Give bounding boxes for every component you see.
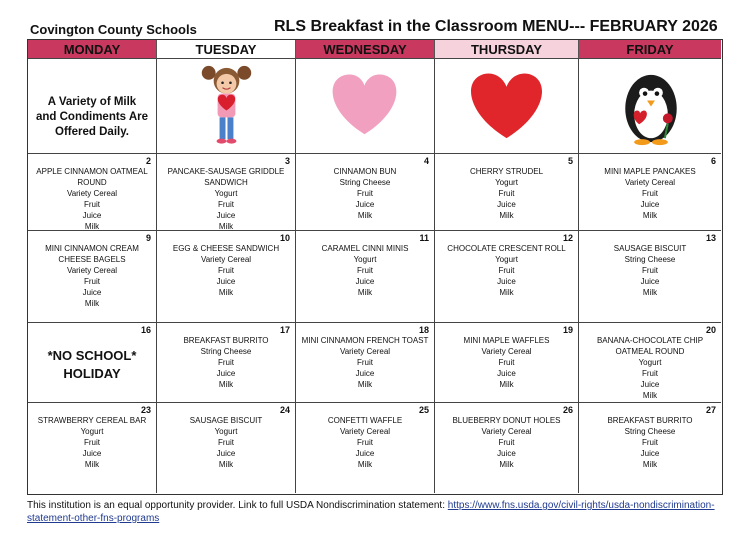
menu-items [160, 166, 292, 231]
side-item: Juice [355, 277, 375, 286]
entree: MINI CINNAMON CREAM CHEESE BAGELS [45, 244, 139, 264]
side-item: Milk [218, 288, 234, 297]
school-district-title: Covington County Schools [30, 22, 197, 37]
entree: CHERRY STRUDEL [469, 167, 544, 176]
day-header-wednesday: WEDNESDAY [296, 40, 435, 59]
entree: SAUSAGE BISCUIT [613, 244, 687, 253]
girl-with-heart-icon [157, 59, 295, 153]
side-item: Fruit [357, 189, 373, 198]
menu-items [160, 335, 292, 390]
menu-items [160, 243, 292, 298]
note-line-2: and Condiments Are [35, 111, 149, 123]
entree: MINI MAPLE WAFFLES [463, 336, 550, 345]
side-item: Fruit [84, 277, 100, 286]
menu-items [438, 243, 575, 298]
entree: BLUEBERRY DONUT HOLES [452, 416, 561, 425]
side-item: String Cheese [339, 178, 391, 187]
side-item: Fruit [642, 369, 658, 378]
side-item: Juice [497, 369, 516, 378]
no-school-label: *NO SCHOOL* [47, 348, 137, 363]
day-number: 5 [567, 156, 573, 166]
menu-day-cell [157, 403, 296, 493]
side-item: Fruit [498, 438, 515, 447]
menu-day-cell [435, 403, 579, 493]
entree: CINNAMON BUN [333, 167, 397, 176]
side-item: Juice [640, 200, 660, 209]
holiday-label: HOLIDAY [63, 366, 121, 381]
side-item: Yogurt [495, 255, 518, 264]
no-school-notice [28, 347, 156, 383]
side-item: Fruit [642, 438, 658, 447]
side-item: Juice [82, 288, 102, 297]
menu-day-cell [579, 231, 721, 323]
side-item: Milk [357, 380, 373, 389]
side-item: Yogurt [214, 427, 238, 436]
day-number: 9 [145, 233, 151, 243]
intro-note-cell [28, 59, 157, 154]
pink-heart-icon [296, 59, 434, 153]
side-item: Fruit [357, 438, 373, 447]
side-item: Fruit [498, 266, 515, 275]
day-number: 17 [279, 325, 290, 335]
day-header-friday: FRIDAY [579, 40, 721, 59]
side-item: Fruit [642, 266, 658, 275]
menu-items [438, 415, 575, 470]
menu-items [438, 166, 575, 221]
entree: EGG & CHEESE SANDWICH [172, 244, 280, 253]
menu-items [582, 166, 718, 221]
side-item: Juice [355, 200, 375, 209]
menu-day-cell [579, 323, 721, 403]
side-item: Yogurt [353, 255, 377, 264]
pink-heart-cell [296, 59, 435, 154]
day-number: 20 [705, 325, 716, 335]
side-item: Milk [84, 299, 100, 308]
side-item: Variety Cereal [66, 266, 118, 275]
menu-title: RLS Breakfast in the Classroom MENU--- FEBRUARY 2026 [274, 18, 718, 35]
side-item: Milk [357, 211, 373, 220]
menu-day-cell [435, 154, 579, 231]
milk-condiments-note [28, 95, 156, 140]
day-number: 10 [279, 233, 290, 243]
menu-items [582, 243, 718, 298]
day-header-monday: MONDAY [28, 40, 157, 59]
side-item: Fruit [84, 438, 100, 447]
menu-day-cell [157, 154, 296, 231]
side-item: Yogurt [638, 358, 662, 367]
entree: MINI CINNAMON FRENCH TOAST [301, 336, 429, 345]
day-number: 23 [140, 405, 151, 415]
day-number: 27 [705, 405, 716, 415]
entree: BREAKFAST BURRITO [183, 336, 269, 345]
side-item: Milk [218, 222, 234, 231]
entree: CHOCOLATE CRESCENT ROLL [447, 244, 566, 253]
entree: SAUSAGE BISCUIT [189, 416, 263, 425]
menu-day-cell [28, 231, 157, 323]
side-item: Yogurt [495, 178, 518, 187]
side-item: Variety Cereal [481, 427, 532, 436]
entree: MINI MAPLE PANCAKES [604, 167, 696, 176]
note-line-1: A Variety of Milk [47, 96, 137, 108]
entree: BREAKFAST BURRITO [607, 416, 693, 425]
entree: APPLE CINNAMON OATMEAL ROUND [36, 167, 148, 187]
menu-day-cell [28, 403, 157, 493]
day-number: 19 [562, 325, 573, 335]
penguin-cell [579, 59, 721, 154]
menu-items [31, 415, 153, 470]
side-item: Milk [499, 288, 514, 297]
menu-items [299, 335, 431, 390]
usda-nondiscrimination-link[interactable]: https://www.fns.usda.gov/civil-rights/usda-nondiscrimination-statement-other-fns-programs [27, 500, 715, 524]
side-item: Milk [84, 460, 100, 469]
side-item: Milk [642, 391, 658, 400]
side-item: Milk [642, 460, 658, 469]
side-item: Juice [640, 449, 660, 458]
entree: PANCAKE-SAUSAGE GRIDDLE SANDWICH [167, 167, 285, 187]
side-item: String Cheese [200, 347, 252, 356]
side-item: Juice [355, 369, 375, 378]
menu-day-cell [435, 323, 579, 403]
day-number: 6 [710, 156, 716, 166]
entree: CONFETTI WAFFLE [327, 416, 403, 425]
menu-day-cell [296, 323, 435, 403]
menu-items [299, 415, 431, 470]
menu-items [582, 335, 718, 401]
day-number: 18 [418, 325, 429, 335]
menu-day-cell [296, 154, 435, 231]
menu-items [299, 166, 431, 221]
penguin-with-rose-icon [579, 59, 721, 153]
side-item: Fruit [218, 358, 234, 367]
side-item: Juice [640, 380, 660, 389]
menu-day-cell [579, 403, 721, 493]
side-item: Juice [216, 369, 236, 378]
calendar-grid [27, 39, 723, 495]
side-item: Yogurt [214, 189, 238, 198]
day-number: 24 [279, 405, 290, 415]
menu-items [582, 415, 718, 470]
side-item: Fruit [218, 438, 234, 447]
side-item: Juice [497, 277, 516, 286]
side-item: Fruit [498, 189, 515, 198]
day-number: 3 [284, 156, 290, 166]
side-item: Juice [82, 449, 102, 458]
side-item: Milk [218, 460, 234, 469]
side-item: Fruit [642, 189, 658, 198]
side-item: Variety Cereal [66, 189, 118, 198]
side-item: Milk [357, 288, 373, 297]
side-item: Fruit [84, 200, 100, 209]
holiday-cell [28, 323, 157, 403]
girl-heart-illustration-cell [157, 59, 296, 154]
day-header-tuesday: TUESDAY [157, 40, 296, 59]
side-item: Milk [499, 211, 514, 220]
side-item: Milk [84, 222, 100, 231]
side-item: Milk [499, 380, 514, 389]
menu-items [299, 243, 431, 298]
side-item: Milk [499, 460, 514, 469]
nondiscrimination-footer [27, 499, 727, 525]
day-number: 16 [140, 325, 151, 335]
side-item: Juice [355, 449, 375, 458]
side-item: Juice [82, 211, 102, 220]
side-item: Yogurt [80, 427, 104, 436]
side-item: Juice [216, 449, 236, 458]
side-item: Variety Cereal [339, 347, 391, 356]
note-line-3: Offered Daily. [55, 126, 129, 138]
menu-day-cell [157, 231, 296, 323]
side-item: Milk [357, 460, 373, 469]
side-item: Milk [218, 380, 234, 389]
side-item: Fruit [357, 266, 373, 275]
day-number: 12 [562, 233, 573, 243]
menu-day-cell [296, 403, 435, 493]
side-item: Milk [642, 288, 658, 297]
red-heart-icon [435, 59, 578, 153]
side-item: String Cheese [624, 427, 676, 436]
day-number: 25 [418, 405, 429, 415]
day-number: 11 [419, 233, 429, 243]
day-number: 26 [562, 405, 573, 415]
side-item: Variety Cereal [339, 427, 391, 436]
equal-opportunity-statement: This institution is an equal opportunity provider. Link to full USDA Nondiscrimination statement: [27, 500, 448, 511]
side-item: Juice [497, 449, 516, 458]
side-item: Juice [216, 211, 236, 220]
entree: STRAWBERRY CEREAL BAR [37, 416, 147, 425]
menu-items [31, 243, 153, 309]
side-item: Milk [642, 211, 658, 220]
day-header-thursday: THURSDAY [435, 40, 579, 59]
side-item: Variety Cereal [624, 178, 676, 187]
side-item: Variety Cereal [481, 347, 532, 356]
day-number: 4 [423, 156, 429, 166]
side-item: Variety Cereal [200, 255, 252, 264]
side-item: Juice [640, 277, 660, 286]
menu-day-cell [579, 154, 721, 231]
side-item: Juice [216, 277, 236, 286]
menu-day-cell [157, 323, 296, 403]
side-item: Fruit [357, 358, 373, 367]
menu-items [438, 335, 575, 390]
entree: CARAMEL CINNI MINIS [321, 244, 409, 253]
day-number: 13 [705, 233, 716, 243]
side-item: Juice [497, 200, 516, 209]
red-heart-cell [435, 59, 579, 154]
menu-day-cell [435, 231, 579, 323]
menu-items [31, 166, 153, 231]
entree: BANANA-CHOCOLATE CHIP OATMEAL ROUND [596, 336, 704, 356]
menu-items [160, 415, 292, 470]
menu-day-cell [296, 231, 435, 323]
day-number: 2 [145, 156, 151, 166]
side-item: Fruit [218, 200, 234, 209]
side-item: Fruit [498, 358, 515, 367]
side-item: Fruit [218, 266, 234, 275]
side-item: String Cheese [624, 255, 676, 264]
menu-day-cell [28, 154, 157, 231]
